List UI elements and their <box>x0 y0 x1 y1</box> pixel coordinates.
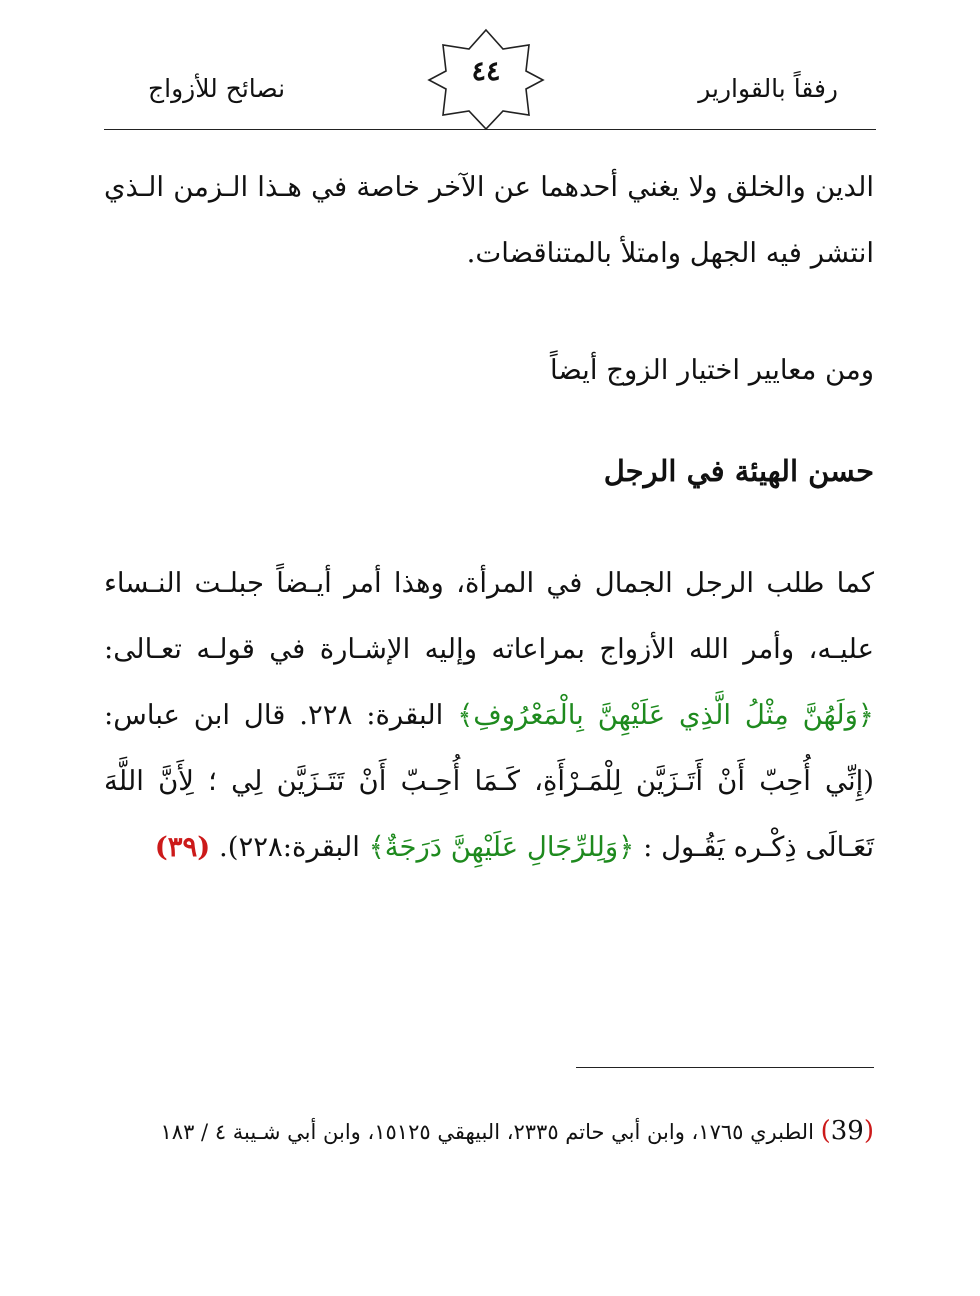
paragraph-2: ومن معايير اختيار الزوج أيضاً <box>549 354 874 386</box>
footnote-divider <box>576 1067 874 1068</box>
footnote-text: الطبري ١٧٦٥، وابن أبي حاتم ٢٣٣٥، البيهقي ١٥١٢٥، وابن أبي شـيبة ٤ / ١٨٣ <box>160 1120 821 1144</box>
footnote-close-paren: ) <box>820 1116 831 1146</box>
page-number: ٤٤ <box>471 56 501 87</box>
section-heading: حسن الهيئة في الرجل <box>603 454 874 488</box>
page-number-badge <box>427 28 545 131</box>
footnote-open-paren: ( <box>863 1116 874 1146</box>
paragraph-3-text-b: البقرة: ٢٢٨. قال ابن عباس: (إِنِّي أُحِبّ أَنْ أَتَـزَيَّن لِلْمَـرْأَةِ، كَـمَا أُحِـبّ أَنْ تَتَـزَيَّن لِي ؛ لِأَنَّ اللَّهَ تَعَـالَى ذِكْـره يَقُـول : <box>104 699 874 863</box>
footnote-number-value: 39 <box>830 1116 864 1146</box>
footnote-reference[interactable]: (٣٩) <box>154 831 211 863</box>
header-divider <box>104 129 876 130</box>
paragraph-3 <box>104 550 874 880</box>
paragraph-1: الدين والخلق ولا يغني أحدهما عن الآخر خاصة في هـذا الـزمن الـذي انتشر فيه الجهل وامتلأ بالمتناقضات. <box>104 171 874 269</box>
paragraph-3-text-a: كما طلب الرجل الجمال في المرأة، وهذا أمر أيـضاً جبلـت النـساء عليـه، وأمر الله الأزواج بمراعاته وإليه الإشـارة في قولـه تعـالى: <box>104 567 874 665</box>
footnote-number <box>821 1116 874 1146</box>
footnote <box>104 1104 874 1159</box>
section-title-header: نصائح للأزواج <box>148 74 286 103</box>
paragraph-3-text-c: البقرة:٢٢٨). <box>210 831 369 863</box>
quran-verse-1: ﴿وَلَهُنَّ مِثْلُ الَّذِي عَلَيْهِنَّ بِالْمَعْرُوفِ﴾ <box>457 699 874 731</box>
book-title-header: رفقاً بالقوارير <box>698 74 838 103</box>
quran-verse-2: ﴿وَلِلرِّجَالِ عَلَيْهِنَّ دَرَجَةٌ﴾ <box>368 831 635 863</box>
